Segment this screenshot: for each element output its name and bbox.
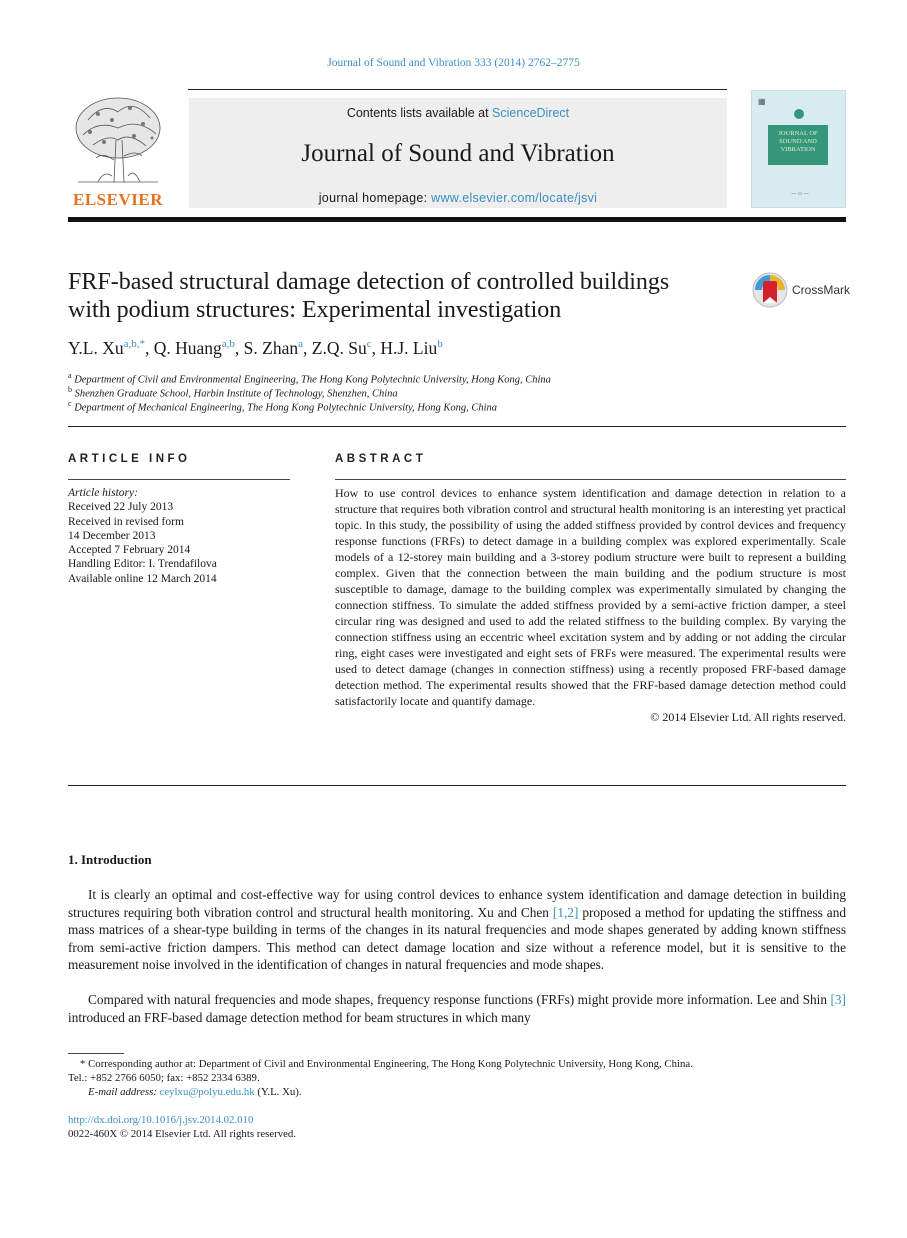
author-affiliation-marker[interactable]: a,b	[221, 338, 235, 351]
sciencedirect-link[interactable]: ScienceDirect	[492, 106, 570, 120]
abstract-body: How to use control devices to enhance system identification and damage detection in relation to a structure that requires both vibration control and structural health monitoring is an interesting yet practical topic. In this study, the possibility of using the added stiffness provided by control devices and frequency response functions (FRFs) to detect damage in a building complex was explored experimentally. Scale models of a 12-storey main building and a 3-storey podium structure were built to represent a building complex. Given that the connection between the main building and the podium structure is most susceptible to damage, damage to the building complex was experimentally simulated by changing the connection stiffness. To simulate the added stiffness provided by a semi-active friction damper, a steel circular ring was designed and used to add the related stiffness to the building complex. By varying the connection stiffness using an eccentric wheel excitation system and by adding or not adding the circular ring, eight cases were investigated and eight sets of FRFs were measured. The experimental results were used to detect damage (changes in connection stiffness) using a recently proposed FRF-based damage detection method. The experimental results showed that the FRF-based damage detection method could satisfactorily locate and quantify damage. © 2014 Elsevier Ltd. All rights reserved.	[335, 486, 846, 724]
cover-seal-icon	[794, 109, 804, 119]
issn-copyright: 0022-460X © 2014 Elsevier Ltd. All rights reserved.	[68, 1128, 296, 1140]
author-name[interactable]: H.J. Liu	[380, 338, 438, 358]
history-line: Handling Editor: I. Trendafilova	[68, 558, 217, 571]
journal-title: Journal of Sound and Vibration	[301, 140, 615, 167]
corresponding-author-note: * Corresponding author at: Department of Civil and Environmental Engineering, The Hong Kong Polytechnic University, Hong Kong, China.	[80, 1058, 693, 1070]
affiliation-item: $^c$ Department of Mechanical Engineering, The Hong Kong Polytechnic University, Hong Kong, China	[68, 399, 498, 414]
history-line: Received in revised form	[68, 515, 184, 528]
author-name[interactable]: Z.Q. Su	[311, 338, 367, 358]
author-name[interactable]: S. Zhan	[243, 338, 299, 358]
author-affiliation-marker[interactable]: a,b,*	[123, 338, 145, 351]
author-affiliation-marker[interactable]: c	[366, 338, 372, 351]
abstract-rule	[335, 479, 846, 480]
history-line: Received 22 July 2013	[68, 501, 174, 514]
author-name[interactable]: Y.L. Xu	[68, 338, 124, 358]
elsevier-tree-icon	[68, 90, 168, 186]
history-line: Accepted 7 February 2014	[68, 544, 191, 557]
crossmark-label: CrossMark	[792, 283, 851, 297]
reference-link[interactable]: [1,2]	[552, 904, 579, 920]
article-info-heading: ARTICLE INFO	[68, 453, 191, 465]
reference-link[interactable]: [3]	[830, 992, 846, 1007]
author-affiliation-marker[interactable]: b	[437, 338, 443, 351]
journal-banner	[189, 98, 727, 208]
doi-link[interactable]: http://dx.doi.org/10.1016/j.jsv.2014.02.010	[68, 1114, 254, 1126]
author-list: Y.L. $Xu^{a,b,*}$, Q. Huang$^{a,b}$, S. Zhan$^a$, Z.Q. Su$^c$, H.J. Liu$^b$	[68, 338, 443, 358]
intro-heading: 1. Introduction	[68, 852, 152, 867]
doi-line	[68, 1113, 846, 1127]
affiliation-item: $^a$ Department of Civil and Environmental Engineering, The Hong Kong Polytechnic University, Hong Kong, China	[68, 371, 551, 386]
journal-citation[interactable]: Journal of Sound and Vibration 333 (2014) 2762–2775	[327, 57, 580, 69]
affiliation-item: $^b$ Shenzhen Graduate School, Harbin Institute of Technology, Shenzhen, China	[68, 385, 398, 400]
intro-paragraph: It is clearly an optimal and cost-effective way for using control devices to enhance system identification and damage detection in building structures requiring both vibration control and structural health monitoring. Xu and Chen [1,2] proposed a method for updating the stiffness and mass matrices of a shear-type building in terms of the changes in its natural frequencies and mode shapes generated by adding known stiffness from semi-active friction dampers. This method can detect damage location and size without a reference model, but it is sensitive to the measurement noise involved in the identification of changes in natural frequencies and mode shapes.	[68, 887, 846, 972]
header-bottom-rule	[68, 217, 846, 222]
journal-cover-thumbnail[interactable]	[751, 90, 846, 208]
journal-homepage-link[interactable]: www.elsevier.com/locate/jsvi	[431, 191, 598, 205]
journal-homepage-line: journal homepage: www.elsevier.com/locate/jsvi	[318, 191, 598, 205]
elsevier-wordmark: ELSEVIER	[73, 190, 163, 209]
journal-header	[68, 90, 846, 208]
contents-available-line: Contents lists available at ScienceDirect	[346, 106, 570, 120]
contact-phone: Tel.: +852 2766 6050; fax: +852 2334 6389.	[68, 1072, 260, 1084]
article-history	[68, 486, 298, 586]
footnote-rule	[68, 1053, 124, 1054]
cover-footer-mark: — ▭ —	[791, 191, 809, 197]
cover-title: JOURNAL OF SOUND AND VIBRATION	[768, 125, 828, 165]
intro-paragraph: Compared with natural frequencies and mode shapes, frequency response functions (FRFs) might provide more information. Lee and Shin [3] introduced an FRF-based damage detection method for beam structures in which many	[68, 992, 846, 1025]
author-name[interactable]: Q. Huang	[153, 338, 222, 358]
history-label: Article history:	[68, 487, 138, 499]
cover-publisher-mark: ▦	[758, 97, 766, 106]
abstract-heading: ABSTRACT	[335, 453, 427, 465]
history-line: 14 December 2013	[68, 529, 156, 542]
crossmark-icon	[752, 272, 788, 308]
crossmark-badge[interactable]	[752, 272, 852, 310]
author-affiliation-marker[interactable]: a	[298, 338, 304, 351]
paper-title: FRF-based structural damage detection of controlled buildings with podium structures: Experimental investigation	[68, 269, 670, 323]
elsevier-logo	[68, 90, 168, 208]
email-line: E-mail address: ceylxu@polyu.edu.hk (Y.L. Xu).	[88, 1086, 302, 1098]
author-email-link[interactable]: ceylxu@polyu.edu.hk	[159, 1086, 255, 1098]
section-divider	[68, 785, 846, 786]
abstract-copyright: © 2014 Elsevier Ltd. All rights reserved.	[650, 710, 846, 724]
section-divider	[68, 426, 846, 427]
history-line: Available online 12 March 2014	[68, 572, 217, 585]
article-info-rule	[68, 479, 290, 480]
